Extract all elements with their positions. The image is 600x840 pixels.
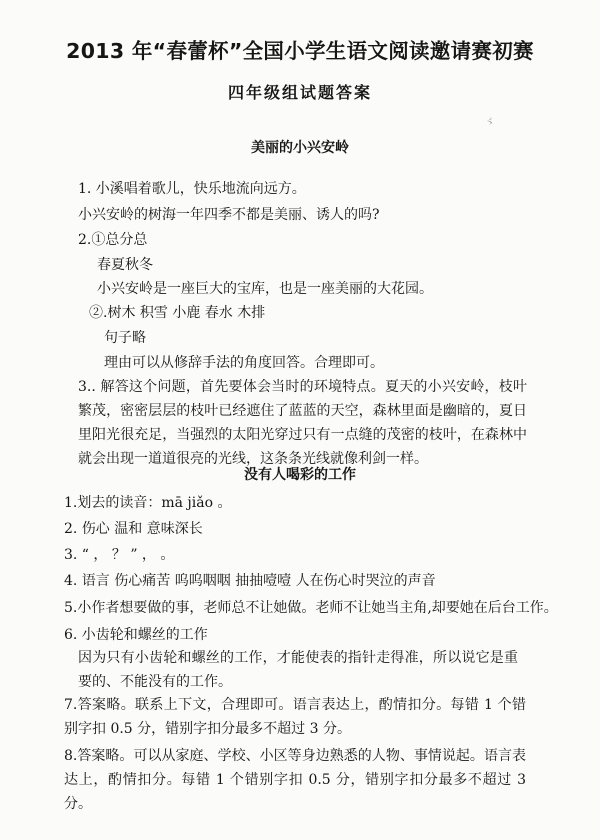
s2-question-8: 8.答案略。可以从家庭、学校、小区等身边熟悉的人物、事情说起。语言表达上，酌情扣分。每错 1 个错别字扣 0.5 分，错别字扣分最多不超过 3 分。 — [64, 748, 526, 812]
section-heading-2: 没有人喝彩的工作 — [244, 467, 356, 483]
page-subtitle: 四年级组试题答案 — [227, 83, 372, 102]
page-title: 2013 年“春蕾杯”全国小学生语文阅读邀请赛初赛 — [66, 39, 534, 63]
s1-line-8: 理由可以从修辞手法的角度回答。合理即可。 — [104, 355, 384, 371]
section-heading-1: 美丽的小兴安岭 — [251, 140, 349, 156]
s1-question-3: 3.. 解答这个问题，首先要体会当时的环境特点。夏天的小兴安岭，枝叶繁茂，密密层层的枝叶已经遮住了蓝蓝的天空，森林里面是幽暗的，夏日里阳光很充足，当强烈的太阳光穿过只有一点缝的茂密的枝叶，在森林中就会出现一道道很亮的光线，这条条光线就像利剑一样。 — [78, 379, 527, 467]
s1-line-3: 2.①总分总 — [78, 232, 148, 248]
s1-line-6: ②.树木 积雪 小鹿 春水 木排 — [89, 305, 266, 321]
s2-line-2: 2. 伤心 温和 意味深长 — [64, 521, 203, 537]
s1-line-7: 句子略 — [104, 330, 146, 346]
s2-line-5: 5.小作者想要做的事，老师总不让她做。老师不让她当主角,却要她在后台工作。 — [64, 600, 558, 616]
s1-line-4: 春夏秋冬 — [97, 257, 153, 273]
s2-question-6-answer: 因为只有小齿轮和螺丝的工作，才能使表的指针走得准，所以说它是重要的、不能没有的工作。 — [78, 650, 518, 690]
s2-line-6: 6. 小齿轮和螺丝的工作 — [64, 627, 208, 643]
s2-line-1: 1.划去的读音：mā jiǎo 。 — [64, 495, 232, 511]
s1-line-1: 1. 小溪唱着歌儿，快乐地流向远方。 — [78, 181, 306, 197]
s1-line-5: 小兴安岭是一座巨大的宝库，也是一座美丽的大花园。 — [97, 281, 433, 297]
s2-line-3: 3. “ ， ？ ” ， 。 — [64, 547, 175, 563]
s2-line-4: 4. 语言 伤心痛苦 呜呜咽咽 抽抽噎噎 人在伤心时哭泣的声音 — [64, 573, 436, 589]
scan-speck: ゞ — [481, 114, 498, 131]
s1-line-2: 小兴安岭的树海一年四季不都是美丽、诱人的吗? — [78, 207, 380, 223]
s2-question-7: 7.答案略。联系上下文，合理即可。语言表达上，酌情扣分。每错 1 个错别字扣 0.5 分，错别字扣分最多不超过 3 分。 — [64, 697, 526, 737]
